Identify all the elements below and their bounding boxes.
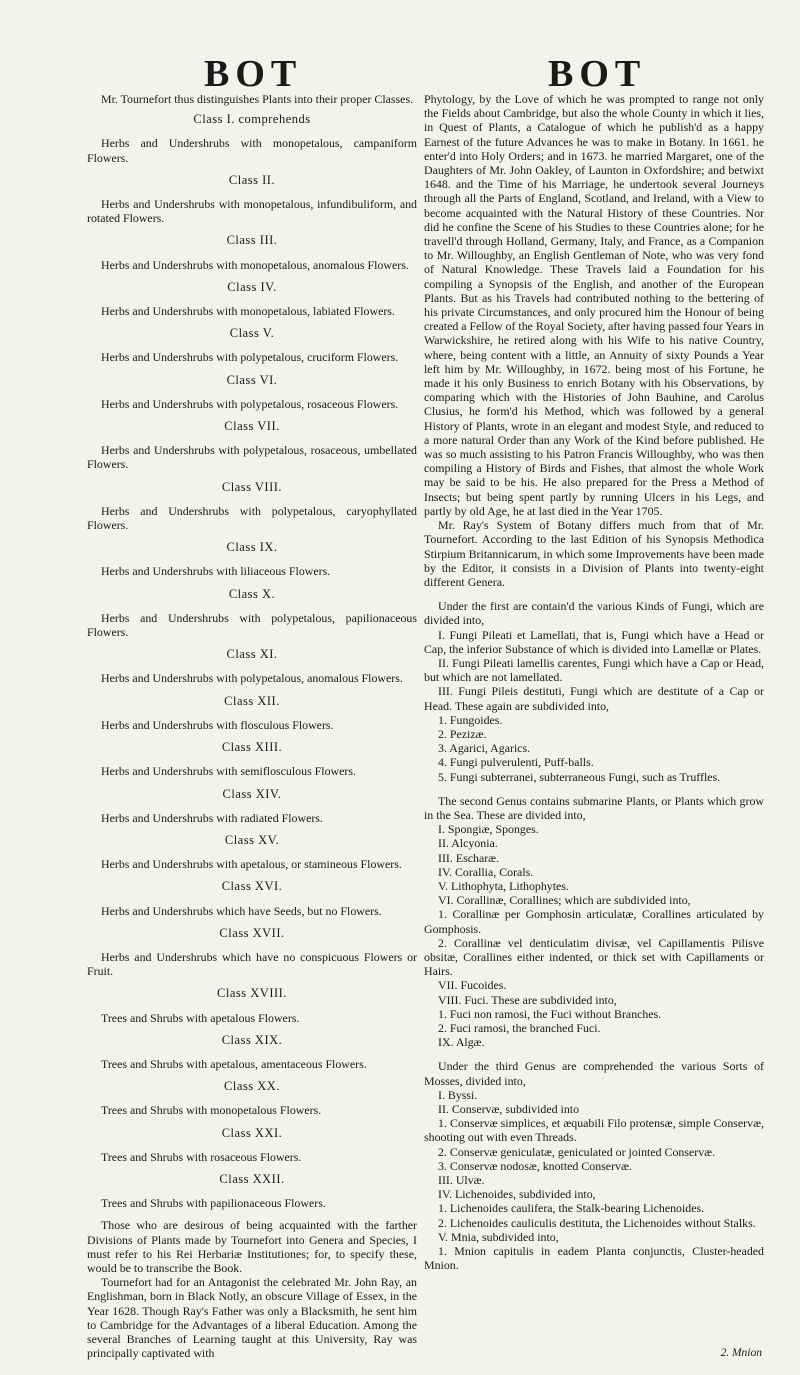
list-item: V. Mnia, subdivided into, xyxy=(438,1229,559,1244)
list-item: 3. Agarici, Agarics. xyxy=(438,741,531,756)
class-heading: Class V. xyxy=(229,326,275,341)
list-item: V. Lithophyta, Lithophytes. xyxy=(438,878,569,893)
class-description: Trees and Shrubs with papilionaceous Flowers. xyxy=(101,1196,326,1211)
list-item: I. Fungi Pileati et Lamellati, that is, Fungi which have a Head or Cap, the inferior Substance of which is divided into Lamellæ or Plates. xyxy=(424,627,764,656)
list-item: IV. Corallia, Corals. xyxy=(438,864,534,879)
list-item: 1. Fuci non ramosi, the Fuci without Branches. xyxy=(438,1006,662,1021)
class-description: Trees and Shrubs with apetalous, amentaceous Flowers. xyxy=(101,1056,367,1071)
class-heading: Class VII. xyxy=(224,419,280,434)
biography-paragraph: Phytology, by the Love of which he was prompted to range not only the Fields about Cambridge, but also the whole County in which it lies, in Quest of Plants, a Catalogue of which he publish'd as a happy Earnest of the future Advances he was to make in Botany. In 1661. he enter'd into Holy Orders; and in 1673. he married Margaret, one of the Daughters of Mr. John Oakley, of Launton in Oxfordshire; and betwixt 1648. and the Time of his Marriage, he undertook several Journeys through all the Parts of England, Scotland, and Ireland, with a View to become acquainted with the Natural History of these Countries. Nor did he confine the Scene of his Studies to these Countries alone; for he travell'd through Holland, Germany, Italy, and France, as a Companion to Mr. Willoughby, an English Gentleman of Note, who was very fond of Natural Knowledge. These Travels laid a Foundation for his compiling a Synopsis of the English, and another of the European Plants. But as his Travels had contributed nothing to the bettering of his private Circumstances, and only procured him the Honour of being created a Fellow of the Royal Society, after having passed four Years in Warwickshire, he retired along with his Wife to his native Country, where, being content with a little, an Annuity of sixty Pounds a Year left him by Mr. Willoughby, in 1672. being most of his Fortune, he made it his only Business to enrich Botany with his Observations, by comparing which with the Histories of John Bauhine, and Carolus Clusius, he form'd his Method, which was followed by a general History of Plants, wrote in an elegant and modest Style, and reduced to a more natural Order than any Work of the Kind before published. He was so much assisting to his Patron Francis Willoughby, who was then compiling a History of Birds and Fishes, that almost the whole Work may be said to be his. He also prepared for the Press a Method of Insects; but being spent partly by running Ulcers in his Legs, and partly by old Age, he at last died in the Year 1705. xyxy=(424,92,764,518)
list-item: 2. Lichenoides cauliculis destituta, the Lichenoides without Stalks. xyxy=(438,1215,756,1230)
list-item: II. Alcyonia. xyxy=(438,836,498,851)
closing-paragraph-2: Tournefort had for an Antagonist the celebrated Mr. John Ray, an Englishman, born in Black Notly, an obscure Village of Essex, in the Year 1628. Though Ray's Father was only a Blacksmith, he sent him to Cambridge for the Advantages of a liberal Education. Among the several Branches of Learning taught at this University, Ray was principally captivated with xyxy=(87,1275,417,1361)
list-item: 3. Conservæ nodosæ, knotted Conservæ. xyxy=(438,1158,632,1173)
genus3-list xyxy=(424,1088,764,1273)
class-heading: Class XXI. xyxy=(221,1125,283,1140)
class-heading: Class XXII. xyxy=(219,1171,285,1186)
intro-paragraph: Mr. Tournefort thus distinguishes Plants into their proper Classes. xyxy=(101,92,414,106)
class-heading: Class VIII. xyxy=(221,479,283,494)
list-item: 1. Mnion capitulis in eadem Planta conjunctis, Cluster-headed Mnion. xyxy=(424,1244,764,1273)
list-item: 4. Fungi pulverulenti, Puff-balls. xyxy=(438,755,594,770)
list-item: III. Ulvæ. xyxy=(438,1173,485,1188)
class-description: Herbs and Undershrubs with liliaceous Flowers. xyxy=(101,564,331,579)
class-description: Herbs and Undershrubs with monopetalous, labiated Flowers. xyxy=(101,304,395,319)
class-heading: Class III. xyxy=(226,233,278,248)
class-description: Herbs and Undershrubs with polypetalous, caryophyllated Flowers. xyxy=(87,503,417,533)
list-item: 2. Corallinæ vel denticulatim divisæ, vel Capillamentis Pilisve obsitæ, Corallines either indented, or thick set with Capillaments or Hairs. xyxy=(424,935,764,979)
left-column xyxy=(87,92,417,1360)
class-heading: Class XII. xyxy=(224,693,280,708)
class-heading: Class XVIII. xyxy=(217,986,287,1001)
class-heading: Class XIV. xyxy=(222,786,282,801)
class-heading: Class VI. xyxy=(226,372,278,387)
class-heading: Class XV. xyxy=(224,832,280,847)
genus2-intro: The second Genus contains submarine Plants, or Plants which grow in the Sea. These are divided into, xyxy=(424,793,764,822)
genus1-intro: Under the first are contain'd the various Kinds of Fungi, which are divided into, xyxy=(424,599,764,628)
class-heading: Class I. comprehends xyxy=(193,112,311,127)
list-item: VIII. Fuci. These are subdivided into, xyxy=(438,992,617,1007)
list-item: 5. Fungi subterranei, subterraneous Fungi, such as Truffles. xyxy=(438,769,721,784)
class-heading: Class IX. xyxy=(226,540,278,555)
list-item: 1. Conservæ simplices, et æquabili Filo protensæ, simple Conservæ, shooting out with even Threads. xyxy=(424,1116,764,1145)
class-heading: Class IV. xyxy=(227,279,277,294)
class-heading: Class XVII. xyxy=(219,925,285,940)
list-item: 1. Corallinæ per Gomphosin articulatæ, Corallines articulated by Gomphosis. xyxy=(424,907,764,936)
list-item: I. Byssi. xyxy=(438,1087,478,1102)
list-item: VII. Fucoides. xyxy=(438,978,507,993)
list-item: IV. Lichenoides, subdivided into, xyxy=(438,1187,596,1202)
list-item: 2. Conservæ geniculatæ, geniculated or jointed Conservæ. xyxy=(438,1144,716,1159)
class-description: Herbs and Undershrubs with polypetalous, cruciform Flowers. xyxy=(101,350,399,365)
class-heading: Class XX. xyxy=(224,1079,280,1094)
class-description: Herbs and Undershrubs with polypetalous, anomalous Flowers. xyxy=(101,671,403,686)
class-description: Herbs and Undershrubs with monopetalous, anomalous Flowers. xyxy=(101,257,409,272)
system-paragraph: Mr. Ray's System of Botany differs much from that of Mr. Tournefort. According to the last Edition of his Synopsis Methodica Stirpium Britannicarum, in which some Improvements have been made by the Editor, it consists in a Division of Plants into twenty-eight different Genera. xyxy=(424,518,764,589)
class-description: Trees and Shrubs with apetalous Flowers. xyxy=(101,1010,300,1025)
class-description: Herbs and Undershrubs with monopetalous, infundibuliform, and rotated Flowers. xyxy=(87,197,417,226)
class-description: Herbs and Undershrubs with polypetalous, rosaceous, umbellated Flowers. xyxy=(87,443,417,472)
class-description: Herbs and Undershrubs with radiated Flowers. xyxy=(101,810,323,825)
class-heading: Class XIX. xyxy=(221,1032,283,1047)
class-description: Trees and Shrubs with monopetalous Flowers. xyxy=(101,1103,322,1118)
class-description: Herbs and Undershrubs with flosculous Flowers. xyxy=(101,717,334,732)
genus3-intro: Under the third Genus are comprehended the various Sorts of Mosses, divided into, xyxy=(424,1059,764,1088)
list-item: I. Spongiæ, Sponges. xyxy=(438,822,539,837)
class-description: Herbs and Undershrubs with apetalous, or stamineous Flowers. xyxy=(101,857,402,872)
class-heading: Class XVI. xyxy=(221,879,283,894)
class-description: Herbs and Undershrubs which have no conspicuous Flowers or Fruit. xyxy=(87,949,417,979)
class-description: Herbs and Undershrubs with polypetalous, rosaceous Flowers. xyxy=(101,396,399,411)
list-item: III. Fungi Pileis destituti, Fungi which are destitute of a Cap or Head. These again are subdivided into, xyxy=(424,684,764,713)
genus1-list xyxy=(424,628,764,784)
running-head-left: BOT xyxy=(204,53,303,95)
list-item: III. Escharæ. xyxy=(438,850,500,865)
list-item: II. Fungi Pileati lamellis carentes, Fungi which have a Cap or Head, but which are not lamellated. xyxy=(424,655,764,685)
class-description: Herbs and Undershrubs with semiflosculous Flowers. xyxy=(101,764,356,779)
list-item: 2. Fuci ramosi, the branched Fuci. xyxy=(438,1021,601,1035)
class-description: Herbs and Undershrubs which have Seeds, but no Flowers. xyxy=(101,903,382,918)
class-heading: Class XI. xyxy=(226,647,278,662)
class-heading: Class II. xyxy=(228,172,276,187)
list-item: 2. Pezizæ. xyxy=(438,726,487,741)
class-description: Herbs and Undershrubs with polypetalous, papilionaceous Flowers. xyxy=(87,610,417,640)
right-column xyxy=(424,92,764,1272)
catchword: 2. Mnion xyxy=(720,1347,762,1359)
list-item: IX. Algæ. xyxy=(438,1035,485,1050)
list-item: 1. Fungoides. xyxy=(438,712,503,727)
running-head-right: BOT xyxy=(548,53,647,95)
class-description: Trees and Shrubs with rosaceous Flowers. xyxy=(101,1149,302,1164)
list-item: II. Conservæ, subdivided into xyxy=(438,1102,580,1117)
class-heading: Class X. xyxy=(228,586,276,601)
list-item: VI. Corallinæ, Corallines; which are subdivided into, xyxy=(438,893,691,908)
list-item: 1. Lichenoides caulifera, the Stalk-bearing Lichenoides. xyxy=(438,1201,705,1216)
closing-paragraph-1: Those who are desirous of being acquainted with the farther Divisions of Plants made by Tournefort into Genera and Species, I must refer to his Rei Herbariæ Institutiones; for, to specify these, would be to transcribe the Book. xyxy=(87,1218,417,1275)
class-description: Herbs and Undershrubs with monopetalous, campaniform Flowers. xyxy=(87,136,417,165)
class-list xyxy=(87,112,417,1210)
class-heading: Class XIII. xyxy=(221,740,283,755)
genus2-list xyxy=(424,822,764,1049)
